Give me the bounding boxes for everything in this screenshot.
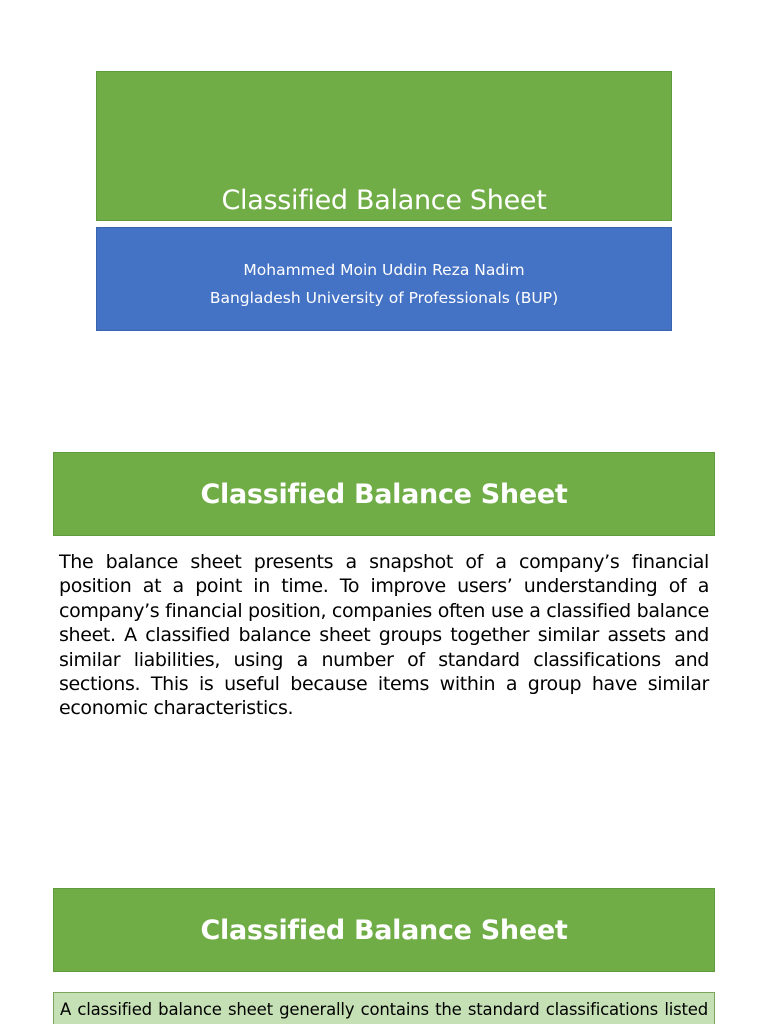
- section-2-heading: Classified Balance Sheet: [53, 888, 715, 972]
- author-name: Mohammed Moin Uddin Reza Nadim: [243, 261, 525, 279]
- author-info-box: [96, 227, 672, 331]
- title-slide-banner: [96, 71, 672, 221]
- author-affiliation: Bangladesh University of Professionals (BUP): [209, 289, 559, 307]
- section-2-intro-box: [53, 992, 715, 1024]
- slide-title: Classified Balance Sheet: [221, 185, 547, 216]
- section-1-heading: Classified Balance Sheet: [53, 452, 715, 536]
- section-1-paragraph: The balance sheet presents a snapshot of a company’s financial position at a point in time. To improve users’ understanding of a company’s financial position, companies often use a classified balance sheet. A classified balance sheet groups together similar assets and similar liabilities, using a number of standard classifications and sections. This is useful because items within a group have similar economic characteristics.: [59, 551, 709, 720]
- section-2-intro-text: A classified balance sheet generally contains the standard classifications listed: [60, 1000, 708, 1019]
